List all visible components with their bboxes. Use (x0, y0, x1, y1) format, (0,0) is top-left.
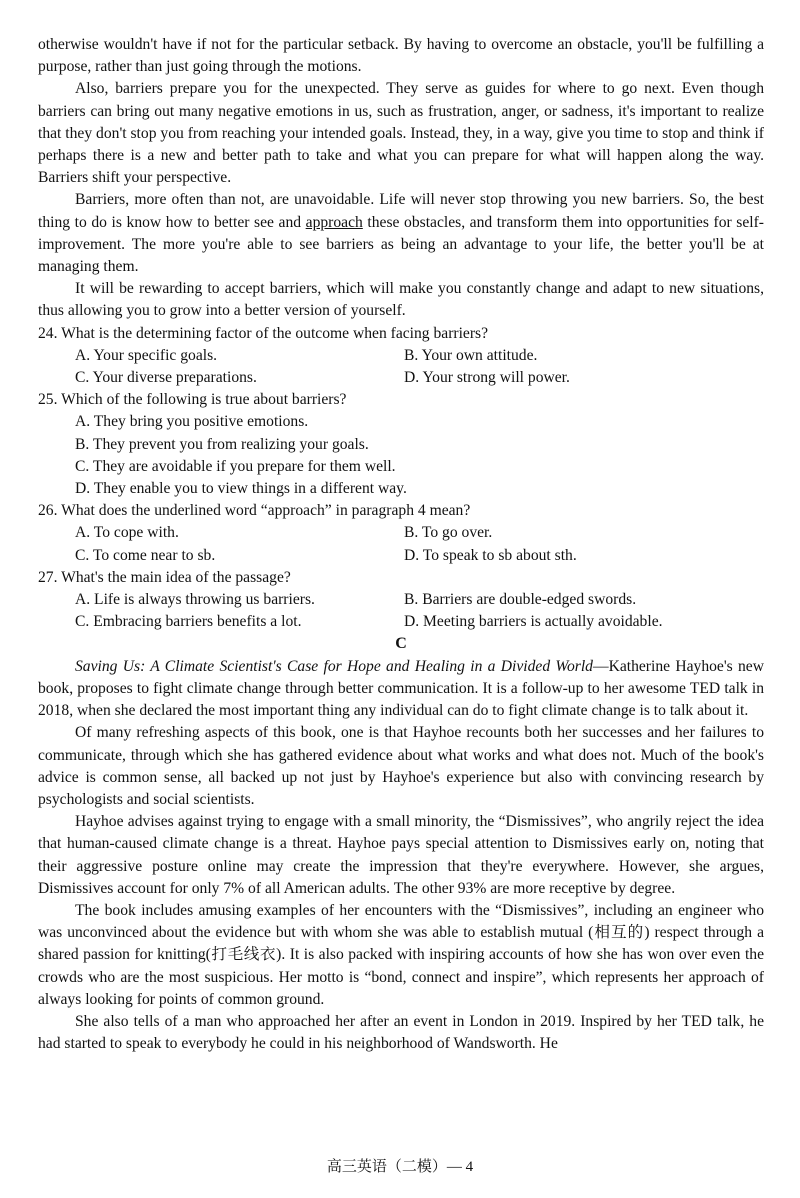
question-stem: 25. Which of the following is true about barriers? (38, 391, 347, 409)
underlined-word-approach: approach (305, 213, 363, 231)
option-b: B. Barriers are double-edged swords. (404, 591, 637, 609)
question-25 (38, 389, 764, 500)
option-list (38, 345, 764, 389)
option-a: A. Your specific goals. (75, 346, 218, 364)
option-b: B. They prevent you from realizing your goals. (75, 435, 369, 453)
section-c-heading: C (395, 635, 407, 653)
option-c: C. To come near to sb. (75, 546, 216, 564)
option-c: C. Your diverse preparations. (75, 369, 257, 387)
option-d: D. Your strong will power. (404, 369, 570, 387)
passage-c-paragraph-3: Hayhoe advises against trying to engage with a small minority, the “Dismissives”, who angrily reject the idea that human-caused climate change is a threat. Hayhoe pays special attention to Dismissives early on, noting that their aggressive posture online may create the impression that they're everywhere. However, she argues, Dismissives account for only 7% of all American adults. The other 93% are more receptive by degree. (38, 813, 764, 897)
option-b: B. Your own attitude. (404, 346, 538, 364)
option-d: D. To speak to sb about sth. (404, 546, 577, 564)
exam-page (38, 34, 764, 1055)
option-list (38, 522, 764, 566)
passage-c-paragraph-2: Of many refreshing aspects of this book, one is that Hayhoe recounts both her successes and her failures to communicate, through which she has gathered evidence about what works and what does not. Much of the book's advice is common sense, all backed up not just by Hayhoe's experience but also with convincing research by psychologists and social scientists. (38, 724, 764, 808)
question-stem: 24. What is the determining factor of the outcome when facing barriers? (38, 324, 489, 342)
passage-c-paragraph-1 (38, 656, 764, 723)
question-stem: 26. What does the underlined word “approach” in paragraph 4 mean? (38, 502, 471, 520)
option-list (38, 589, 764, 633)
option-list (38, 411, 764, 500)
option-a: A. They bring you positive emotions. (75, 413, 309, 431)
option-c: C. Embracing barriers benefits a lot. (75, 613, 302, 631)
book-title: Saving Us: A Climate Scientist's Case for Hope and Healing in a Divided World (75, 657, 593, 675)
option-a: A. Life is always throwing us barriers. (75, 591, 315, 609)
question-24 (38, 323, 764, 390)
passage-b-paragraph-4: It will be rewarding to accept barriers, which will make you constantly change and adapt to new situations, thus allowing you to grow into a better version of yourself. (38, 280, 764, 320)
paragraph-3-text-before: Barriers, more often than not, are unavoidable. Life will never stop throwing you new barriers. So, the best thing to do is know how to better see and (38, 191, 764, 231)
passage-b-paragraph-2: Also, barriers prepare you for the unexpected. They serve as guides for where to go next. Even though barriers can bring out many negative emotions in us, such as frustration, anger, or sadness, it's important to realize that they don't stop you from reaching your intended goals. Instead, they, in a way, give you time to stop and think if perhaps there is a new and better path to take and what you can prepare for what will happen along the way. Barriers shift your perspective. (38, 80, 764, 187)
passage-b-paragraph-1: otherwise wouldn't have if not for the particular setback. By having to overcome an obstacle, you'll be fulfilling a purpose, rather than just going through the motions. (38, 36, 764, 76)
passage-b-paragraph-3 (38, 189, 764, 278)
option-d: D. Meeting barriers is actually avoidable. (404, 613, 663, 631)
passage-c-paragraph-4: The book includes amusing examples of her encounters with the “Dismissives”, including an engineer who was unconvinced about the evidence but with whom she was able to establish mutual (相互的) respect through a shared passion for knitting(打毛线衣). It is also packed with inspiring accounts of how she has won over even the crowds who are the most suspicious. Her motto is “bond, connect and inspire”, which represents her approach of always looking for points of common ground. (38, 901, 764, 1008)
paragraph-1-text: —Katherine Hayhoe's new book, proposes to fight climate change through better communication. It is a follow-up to her awesome TED talk in 2018, when she declared the most important thing any individual can do to fight climate change is to talk about it. (38, 657, 764, 720)
page-footer: 高三英语（二模）— 4 (326, 1159, 474, 1175)
option-d: D. They enable you to view things in a different way. (75, 480, 407, 498)
option-a: A. To cope with. (75, 524, 179, 542)
question-27 (38, 567, 764, 634)
passage-c-paragraph-5: She also tells of a man who approached her after an event in London in 2019. Inspired by her TED talk, he had started to speak to everybody he could in his neighborhood of Wandsworth. He (38, 1012, 764, 1053)
question-26 (38, 500, 764, 567)
question-stem: 27. What's the main idea of the passage? (38, 568, 291, 586)
paragraph-3-text-after: these obstacles, and transform them into opportunities for self-improvement. The more you're able to see barriers as being an advantage to your life, the better you'll be at managing them. (38, 213, 764, 276)
option-b: B. To go over. (404, 524, 493, 542)
option-c: C. They are avoidable if you prepare for them well. (75, 457, 396, 475)
